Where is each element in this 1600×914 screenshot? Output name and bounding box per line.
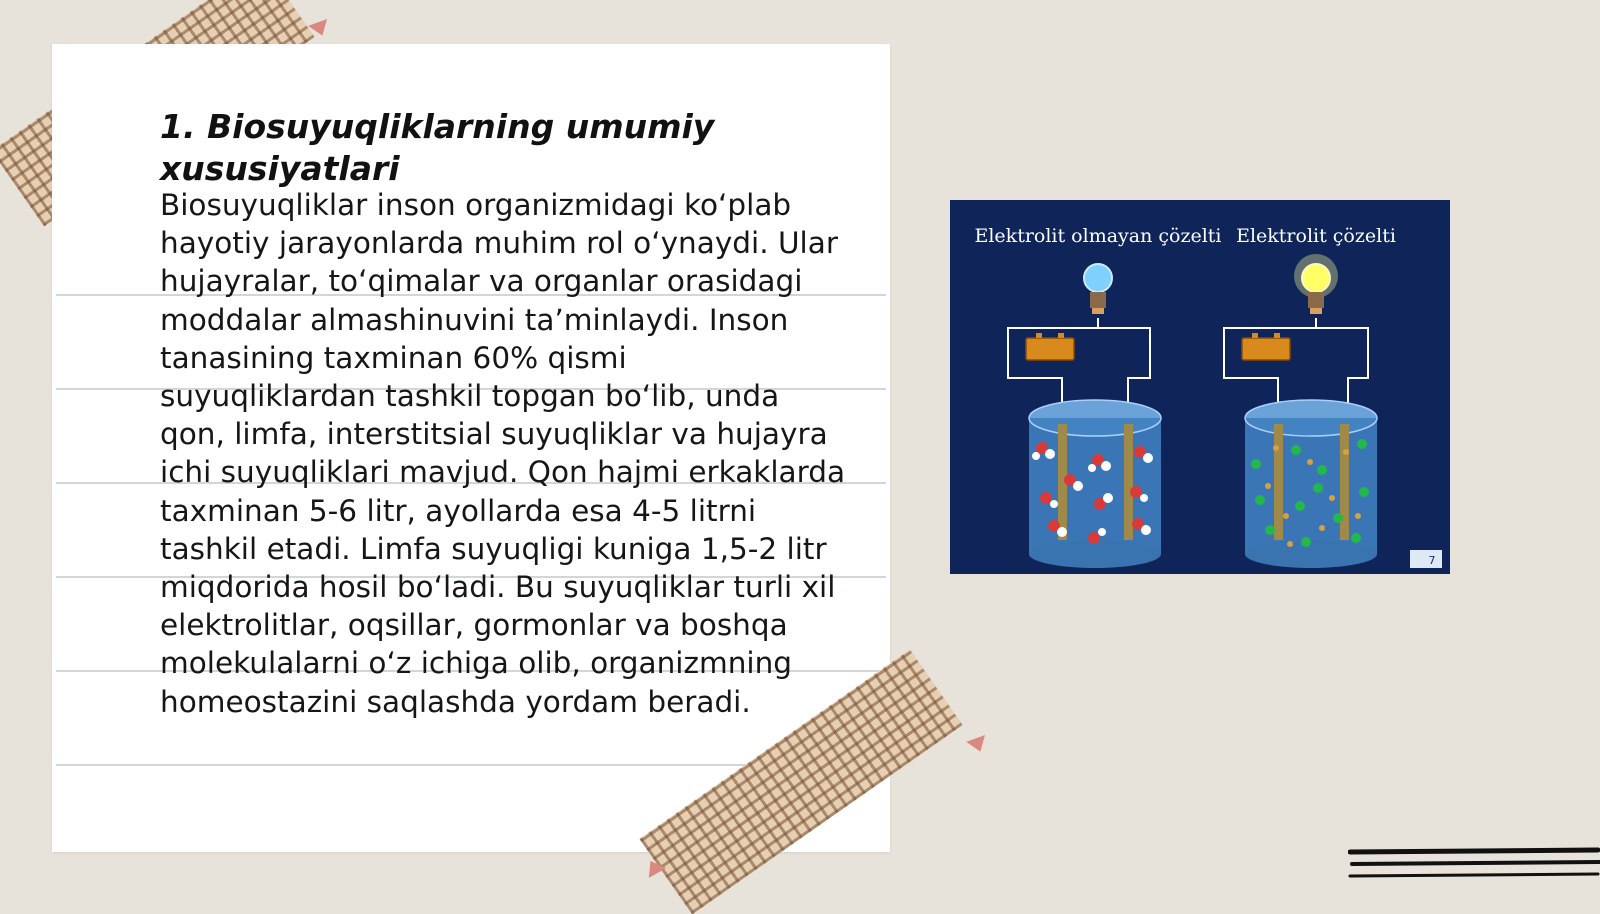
right-circuit [1224, 254, 1377, 568]
marker-scribble [1348, 846, 1600, 886]
page-number-box [1410, 550, 1442, 568]
battery-icon [1026, 338, 1074, 360]
left-circuit [1008, 264, 1161, 568]
diagram-label-electrolyte: Elektrolit çözelti [1236, 225, 1396, 247]
battery-icon [1242, 338, 1290, 360]
page-number: 7 [1428, 554, 1436, 567]
electrode-right [1340, 424, 1349, 540]
tape-end-bottom [966, 735, 990, 755]
electrolyte-diagram [950, 200, 1450, 574]
diagram-label-non-electrolyte: Elektrolit olmayan çözelti [974, 225, 1222, 247]
electrode-right [1124, 424, 1133, 540]
slide-body-text: Biosuyuqliklar inson organizmidagi koʻplab hayotiy jarayonlarda muhim rol oʻynaydi. Ular hujayralar, toʻqimalar va organlar orasidagi moddalar almashinuvini taʼminlaydi. Inson tanasining taxminan 60% qismi suyuqliklardan tashkil topgan boʻlib, unda qon, limfa, interstitsial suyuqliklar va hujayra ichi suyuqliklari mavjud. Qon hajmi erkaklarda taxminan 5-6 litr, ayollarda esa 4-5 litrni tashkil etadi. Limfa suyuqligi kuniga 1,5-2 litr miqdorida hosil boʻladi. Bu suyuqliklar turli xil elektrolitlar, oqsillar, gormonlar va boshqa molekulalarni oʻz ichiga olib, organizmning homeostazini saqlashda yordam beradi. [160, 188, 846, 719]
tape-end-top [308, 19, 332, 39]
bulb-on-icon [1302, 264, 1330, 292]
bulb-off-icon [1084, 264, 1112, 292]
electrode-left [1274, 424, 1283, 540]
slide-title: 1. Biosuyuqliklarning umumiy xususiyatlari [160, 107, 715, 188]
